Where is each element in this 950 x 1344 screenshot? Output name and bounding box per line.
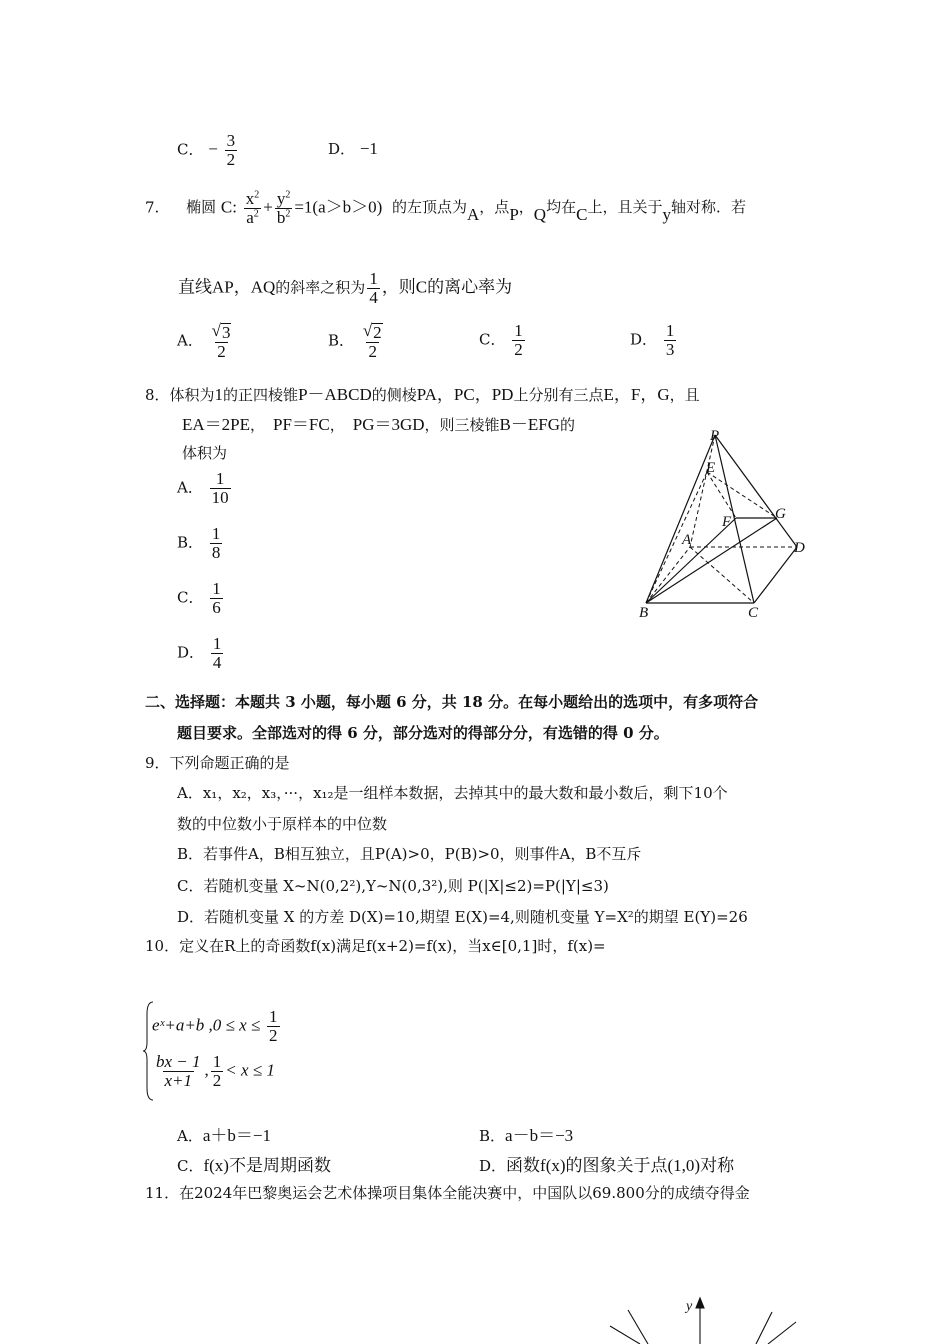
text: E，F，G: [603, 385, 670, 404]
text: 的: [560, 416, 576, 434]
option-value: −1: [359, 139, 378, 158]
radicand: 2: [373, 323, 382, 342]
q10-option-a: [177, 1121, 271, 1146]
numerator: 1: [212, 634, 222, 653]
numerator: 1: [212, 579, 221, 598]
numerator: 1: [212, 1052, 222, 1071]
denominator: 8: [211, 542, 221, 562]
point-q: Q: [533, 205, 547, 224]
denominator: 2: [226, 149, 236, 169]
q9-option-b: [177, 843, 641, 864]
option-text: 若随机变量 X~N(0,2²),Y~N(0,3²),则 P(|X|≤2)=P(|Y|≤3): [203, 877, 609, 895]
text: EA＝2PE: [182, 415, 250, 434]
q9-title: 9．下列命题正确的是: [145, 754, 290, 772]
edge-cd: [754, 547, 797, 603]
label-g: G: [775, 506, 786, 522]
text: ，且: [669, 386, 700, 404]
point-a: A: [467, 205, 480, 224]
text: ，点: [479, 198, 510, 216]
numerator: 1: [665, 321, 675, 340]
minus-sign: −: [208, 139, 218, 159]
y-axis-arrow-icon: [696, 1298, 704, 1308]
fraction: [210, 470, 231, 507]
edge-bf: [646, 518, 736, 603]
fraction: [210, 580, 223, 617]
section2-heading-line2: 题目要求。全部选对的得 6 分，部分选对的得部分分，有选错的得 0 分。: [177, 724, 669, 742]
numerator: 1: [211, 524, 221, 543]
label-c: C: [748, 605, 759, 621]
option-text: a－b＝−3: [505, 1126, 574, 1145]
radicand: 3: [221, 323, 231, 342]
option-label: B．: [328, 331, 355, 350]
denominator: 3: [665, 339, 675, 359]
text: 上分别有三点: [513, 386, 604, 404]
denominator: 10: [211, 487, 229, 507]
denominator: 2: [217, 341, 226, 361]
fraction-x2-a2: $\frac{x^2}{a^2}$: [245, 189, 260, 227]
text: P－ABCD: [298, 385, 372, 404]
q6-option-c: [177, 132, 239, 169]
text: 的左顶点为: [392, 198, 468, 216]
q7-option-b: [328, 322, 387, 361]
q8-option-d: [177, 635, 225, 672]
option-label: D．: [328, 140, 356, 158]
q11-axis-figure: [600, 1290, 810, 1344]
text: ，: [329, 416, 345, 434]
numerator: 1: [369, 269, 378, 288]
text: B－EFG: [499, 415, 561, 434]
label-a: A: [682, 532, 692, 548]
diag-ac-hidden: [690, 547, 754, 603]
fraction: [211, 1053, 224, 1090]
text: 的斜率之积为: [275, 278, 366, 297]
q10-option-b: [479, 1121, 573, 1146]
denominator: x+1: [164, 1070, 193, 1090]
option-label: D．: [177, 908, 205, 926]
option-label: A．: [177, 784, 203, 802]
q9-option-a-cont: 数的中位数小于原样本的中位数: [177, 815, 388, 833]
denominator: 2: [514, 339, 523, 359]
text: 上，且关于: [587, 198, 663, 216]
q7-line1-tail: [392, 196, 746, 224]
text: PG＝3GD: [352, 415, 425, 434]
q11-text: 11．在2024年巴黎奥运会艺术体操项目集体全能决赛中，中国队以69.800分的成绩夺得金: [145, 1184, 750, 1202]
text: ，则三棱锥: [424, 416, 500, 434]
option-text: f(x)不是周期函数: [203, 1156, 331, 1175]
denominator: 2: [212, 1070, 222, 1090]
q8-line1: [145, 380, 700, 405]
option-label: A．: [177, 331, 203, 350]
edge-bg: [646, 518, 777, 603]
fraction: [664, 322, 677, 359]
option-text: x₁，x₂，x₃，···，x₁₂是一组样本数据，去掉其中的最大数和最小数后，剩下10个: [202, 784, 728, 802]
fraction: [512, 322, 525, 359]
q7-option-a: [177, 322, 235, 361]
option-label: C．: [177, 877, 204, 895]
pyramid-figure: [630, 420, 820, 630]
option-text: 函数f(x)的图象关于点(1,0)对称: [506, 1156, 735, 1175]
option-label: D．: [177, 643, 205, 662]
text: PA，PC，PD: [416, 385, 514, 404]
ray-right-2: [768, 1322, 796, 1344]
q10-case1: [152, 1008, 282, 1045]
denominator: 6: [212, 597, 221, 617]
q8-option-b: [177, 525, 224, 562]
edge-pd: [715, 435, 797, 547]
fraction: √ 3 2: [211, 321, 231, 361]
fraction-y2-b2: $\frac{y^2}{b^2}$: [276, 189, 291, 227]
text: ，则C的离心率为: [381, 277, 513, 297]
text: 的正四棱锥: [223, 386, 299, 404]
denominator: 2: [269, 1025, 278, 1045]
option-label: B．: [479, 1127, 506, 1145]
q7-line2: [178, 270, 512, 307]
text: PF＝FC: [273, 415, 330, 434]
text: 1: [214, 385, 224, 404]
option-label: A．: [177, 1127, 203, 1145]
text: 轴对称．若: [670, 198, 746, 216]
var-x: x: [245, 189, 255, 208]
q9-option-c: [177, 875, 609, 896]
fraction: [367, 270, 380, 307]
edge-ef-hidden: [707, 472, 736, 518]
option-label: A．: [177, 478, 203, 497]
q9-option-d: [177, 906, 748, 927]
case1-expr: eˣ+a+b ,0 ≤ x ≤: [152, 1015, 261, 1035]
numerator: bx − 1: [156, 1052, 201, 1071]
label-y: y: [686, 1299, 693, 1314]
option-label: C．: [177, 588, 204, 607]
label-b: B: [639, 605, 649, 621]
var-b: b: [276, 207, 286, 227]
equation-rest: =1(a＞b＞0): [294, 197, 383, 217]
option-label: C．: [479, 330, 506, 349]
text: 椭圆: [186, 198, 217, 217]
text: ，: [250, 416, 266, 434]
q7-option-d: [630, 322, 678, 359]
q10-option-c: [177, 1151, 331, 1176]
fraction: [154, 1053, 203, 1090]
var-a: a: [246, 207, 254, 227]
edge-pa-hidden: [690, 435, 715, 547]
option-label: D．: [630, 330, 658, 349]
ellipse-c: C: [576, 205, 588, 224]
option-label: D．: [479, 1157, 507, 1175]
text: 8．体积为: [145, 386, 215, 404]
case2-range: < x ≤ 1: [225, 1060, 275, 1080]
numerator: 3: [226, 131, 236, 150]
q8-line3: 体积为: [182, 444, 228, 462]
q8-line2: [182, 410, 575, 435]
denominator: 4: [212, 652, 222, 672]
y-axis: y: [662, 205, 671, 224]
denominator: 2: [368, 341, 377, 361]
question-number: 7.: [145, 198, 160, 217]
option-label: C．: [177, 1157, 204, 1175]
numerator: 1: [514, 321, 523, 340]
ellipse-name: C:: [220, 197, 237, 217]
q10-case2: [152, 1053, 275, 1090]
label-f: F: [722, 514, 732, 530]
label-e: E: [706, 460, 716, 476]
comma: ,: [204, 1060, 209, 1080]
ray-left-1: [610, 1326, 640, 1344]
numerator: 1: [269, 1007, 278, 1026]
option-label: B．: [177, 845, 204, 863]
q10-text: 10．定义在R上的奇函数f(x)满足f(x+2)=f(x)，当x∈[0,1]时，f(x)=: [145, 937, 606, 955]
denominator: 4: [369, 287, 378, 307]
fraction: [210, 525, 223, 562]
text: 直线AP，AQ: [178, 277, 276, 297]
option-label: C．: [177, 140, 204, 159]
numerator: 1: [215, 469, 225, 488]
ray-right-1: [756, 1312, 772, 1344]
fraction: [225, 132, 238, 169]
text: ，: [518, 198, 534, 216]
label-p: P: [710, 428, 720, 444]
q9-option-a: [177, 782, 728, 803]
section2-heading-line1: 二、选择题：本题共 3 小题，每小题 6 分，共 18 分。在每小题给出的选项中，有多项符合: [145, 693, 759, 711]
q6-option-d: [328, 138, 378, 159]
option-text: 若事件A，B相互独立，且P(A)>0，P(B)>0，则事件A，B不互斥: [203, 845, 642, 863]
fraction: [211, 635, 224, 672]
var-y: y: [276, 189, 286, 208]
option-text: 若随机变量 X 的方差 D(X)=10,期望 E(X)=4,则随机变量 Y=X²的期望 E(Y)=26: [204, 908, 748, 926]
q8-option-a: [177, 470, 233, 507]
label-d: D: [794, 540, 805, 556]
q10-option-d: [479, 1151, 734, 1176]
text: 均在: [546, 198, 577, 216]
fraction: [267, 1008, 280, 1045]
option-label: B．: [177, 533, 204, 552]
q8-option-c: [177, 580, 225, 617]
q7-line1: 7. 椭圆 C: $\frac{x^2}{a^2}$ + $\frac{y^2}{b^2}$ =1(a＞b＞0): [145, 189, 383, 227]
edge-pb: [646, 435, 715, 603]
text: 的侧棱: [371, 386, 417, 404]
point-p: P: [509, 205, 519, 224]
fraction: √ 2 2: [362, 321, 382, 361]
option-text: a＋b＝−1: [202, 1126, 271, 1145]
edge-eg-hidden: [707, 472, 777, 518]
q7-option-c: [479, 322, 527, 359]
